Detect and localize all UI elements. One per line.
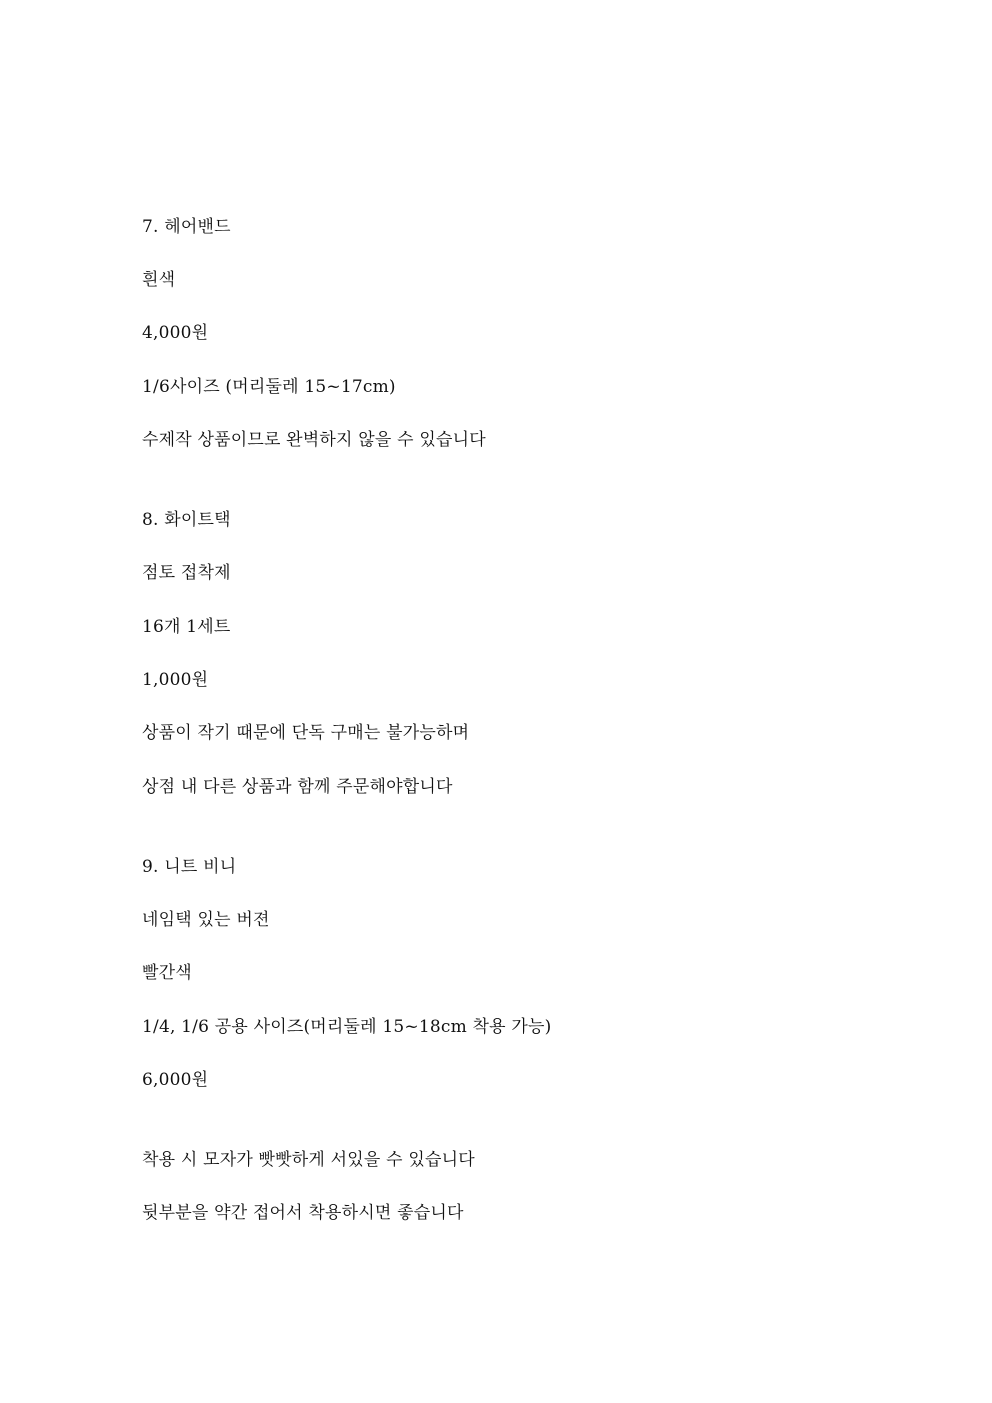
section-7-heading: 7. 헤어밴드	[142, 217, 231, 237]
section-8-material: 점토 접착제	[142, 563, 231, 583]
section-7-price: 4,000원	[142, 323, 209, 343]
section-7-size: 1/6사이즈 (머리둘레 15~17cm)	[142, 377, 396, 397]
section-8-note-2: 상점 내 다른 상품과 함께 주문해야합니다	[142, 777, 453, 797]
section-9-heading: 9. 니트 비니	[142, 857, 237, 877]
section-7-note: 수제작 상품이므로 완벽하지 않을 수 있습니다	[142, 430, 486, 450]
section-8-price: 1,000원	[142, 670, 209, 690]
section-8-note-1: 상품이 작기 때문에 단독 구매는 불가능하며	[142, 723, 470, 743]
section-9-version: 네임택 있는 버젼	[142, 910, 270, 930]
section-8-quantity: 16개 1세트	[142, 617, 231, 637]
section-9-note-1: 착용 시 모자가 빳빳하게 서있을 수 있습니다	[142, 1150, 475, 1170]
section-8-heading: 8. 화이트택	[142, 510, 231, 530]
section-9-color: 빨간색	[142, 963, 192, 983]
section-9-price: 6,000원	[142, 1070, 209, 1090]
section-9-note-2: 뒷부분을 약간 접어서 착용하시면 좋습니다	[142, 1203, 464, 1223]
section-9-size: 1/4, 1/6 공용 사이즈(머리둘레 15~18cm 착용 가능)	[142, 1017, 552, 1037]
section-7-color: 흰색	[142, 270, 176, 290]
